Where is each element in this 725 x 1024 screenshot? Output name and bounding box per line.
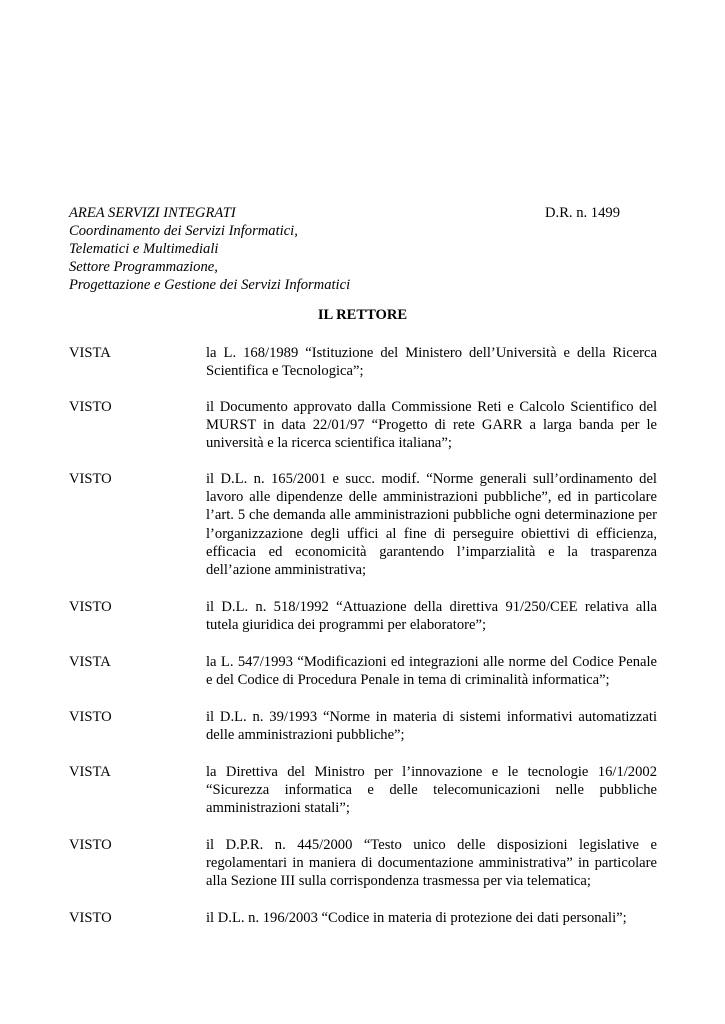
recital-label: VISTO — [69, 399, 112, 415]
office-header-line: Coordinamento dei Servizi Informatici, — [69, 223, 298, 239]
document-title: IL RETTORE — [317, 307, 408, 323]
recital-label: VISTO — [69, 910, 112, 926]
office-header-line: Progettazione e Gestione dei Servizi Informatici — [69, 277, 351, 293]
office-header-line: AREA SERVIZI INTEGRATI — [69, 205, 236, 221]
recital-text: il D.L. n. 518/1992 “Attuazione della direttiva 91/250/CEE relativa alla tutela giuridica dei programmi per elaboratore”; — [206, 599, 657, 634]
recital-label: VISTO — [69, 837, 112, 853]
recital-label: VISTA — [69, 654, 111, 670]
office-header — [69, 204, 350, 294]
recital-text: la L. 168/1989 “Istituzione del Ministero dell’Università e della Ricerca Scientifica e Tecnologica”; — [206, 345, 657, 380]
recital-text: il Documento approvato dalla Commissione Reti e Calcolo Scientifico del MURST in data 22/01/97 “Progetto di rete GARR a larga banda per le università e la ricerca scientifica italiana”; — [206, 399, 657, 452]
decree-number: D.R. n. 1499 — [545, 205, 620, 221]
recital-label: VISTO — [69, 709, 112, 725]
recital-label: VISTO — [69, 471, 112, 487]
recital-text: il D.L. n. 165/2001 e succ. modif. “Norme generali sull’ordinamento del lavoro alle dipendenze delle amministrazioni pubbliche”, ed in particolare l’art. 5 che demanda alle amministrazioni pubbliche ogni determinazione per l’organizzazione degli uffici al fine di perseguire obiettivi di efficienza, efficacia ed economicità garantendo l’imparzialità e la trasparenza dell’azione amministrativa; — [206, 471, 657, 579]
recital-text: il D.P.R. n. 445/2000 “Testo unico delle disposizioni legislative e regolamentari in maniera di documentazione amministrativa” in particolare alla Sezione III sulla corrispondenza trasmessa per via telematica; — [206, 837, 657, 890]
recital-text: la L. 547/1993 “Modificazioni ed integrazioni alle norme del Codice Penale e del Codice di Procedura Penale in tema di criminalità informatica”; — [206, 654, 657, 689]
recital-text: la Direttiva del Ministro per l’innovazione e le tecnologie 16/1/2002 “Sicurezza informatica e delle telecomunicazioni nelle pubbliche amministrazioni statali”; — [206, 764, 657, 817]
recital-label: VISTO — [69, 599, 112, 615]
recital-label: VISTA — [69, 764, 111, 780]
office-header-line: Telematici e Multimediali — [69, 241, 219, 257]
recital-text: il D.L. n. 196/2003 “Codice in materia di protezione dei dati personali”; — [206, 910, 627, 926]
recital-text: il D.L. n. 39/1993 “Norme in materia di sistemi informativi automatizzati delle amministrazioni pubbliche”; — [206, 709, 657, 744]
recital-label: VISTA — [69, 345, 111, 361]
office-header-line: Settore Programmazione, — [69, 259, 218, 275]
